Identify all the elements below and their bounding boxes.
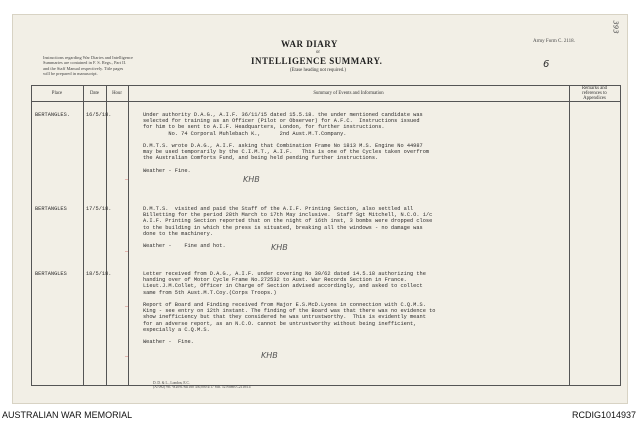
entry-3-initials: KHB <box>261 351 278 360</box>
col-rule-place <box>83 85 84 385</box>
entry-1-margin-tick: – <box>125 177 128 183</box>
entry-3-text: Letter received from D.A.G., A.I.F. under covering No 30/62 dated 14.5.18 authorizing the handing over of Motor Cycle Frame No.272532 to Aust. War Records Section in France. Lieut.J.M.Collet, Officer in Charge of Section advised accordingly, and asked to collect same from 5th Aust.M.T.Coy.(Corps Troops.) Report of Board and Finding received from Major E.S.McD.Lyons in connection with C.Q.M.S. King - see entry on 12th instant. The finding of the Board was that there was no evidence to show inefficiency but that they considered he was untrustworthy. This is evidently meant for an adverse report, as an N.C.O. cannot be untrustworthy without being inefficient, especially a C.Q.M.S. Weather - Fine. <box>143 271 436 346</box>
col-header-hour: Hour <box>112 91 122 96</box>
col-rule-date <box>106 85 107 385</box>
erase-note: (Erase heading not required.) <box>290 68 346 73</box>
entry-1-text: Under authority D.A.G., A.I.F. 36/11/15 dated 15.5.18. the under mentioned candidate was selected for training as an Officer (Pilot or Observer) for A.F.C. Instructions issued for him to be sent to A.I.F. Headquarters, London, for further instructions. No. 74 Corporal Muhlebach K., 2nd Aust.M.T.Company. D.M.T.S. wrote D.A.G., A.I.F. asking that Combination Frame No 1813 M.S. Engine No 44987 may be used temporarily by the C.I.M.T., A.I.F. This is one of the Cycles taken overfrom the Australian Comforts Fund, and being held pending further instructions. Weather - Fine. <box>143 112 430 174</box>
table-bottom-rule <box>31 385 621 386</box>
corner-number: 393 <box>611 20 620 34</box>
entry-2-text: D.M.T.S. visited and paid the Staff of the A.I.F. Printing Section, also settled all Billetting for the period 28th March to 17th May inclusive. Staff Sgt Mitchell, N.C.O. i/c A.I.F. Printing Section reported that on the night of 16th inst, 3 bombs were dropped close to the building in which the press is situated, breaking all the windows - no damage was done to the machinery. Weather - Fine and hot. <box>143 206 433 250</box>
title-war-diary: WAR DIARY <box>281 39 338 49</box>
title-intelligence-summary: INTELLIGENCE SUMMARY. <box>251 56 383 66</box>
entry-2-place: BERTANGLES <box>35 206 67 212</box>
page-number: 6 <box>543 59 550 70</box>
entry-2-initials: KHB <box>271 243 288 252</box>
entry-3-margin-tick: – <box>125 304 128 310</box>
entry-1-initials: KHB <box>243 175 260 184</box>
col-header-place: Place <box>51 91 63 96</box>
printer-note: D. D. & L., London, E.C. (A7092) Wt. W2091/M1160 350,000 4/17 Sch. 52 Forms C2118/14 <box>153 381 251 390</box>
entry-2-date: 17/5/18. <box>86 206 112 212</box>
instructions-note: Instructions regarding War Diaries and Intelligence Summaries are contained in F. S. Regs., Part II. and the Staff Manual respectively. Title pages will be prepared in manuscript. <box>43 55 133 77</box>
entry-2-margin-tick: – <box>125 249 128 255</box>
entry-3-margin-tick-2: – <box>125 354 128 360</box>
col-rule-summary <box>569 85 570 385</box>
title-or: or <box>316 50 320 55</box>
col-rule-left <box>31 85 32 385</box>
entry-3-place: BERTANGLES <box>35 271 67 277</box>
table-top-rule <box>31 85 621 86</box>
col-header-summary: Summary of Events and Information <box>313 91 384 96</box>
col-rule-hour <box>128 85 129 385</box>
footer-record-id: RCDIG1014937 <box>571 410 636 420</box>
diary-sheet <box>12 14 628 404</box>
header-bottom-rule <box>31 101 621 102</box>
footer-archive-name: AUSTRALIAN WAR MEMORIAL <box>2 410 133 420</box>
col-header-date: Date <box>89 91 100 96</box>
entry-1-date: 16/5/18. <box>86 112 112 118</box>
entry-1-place: BERTANGLES. <box>35 112 70 118</box>
col-rule-right <box>620 85 621 385</box>
col-header-remarks: Remarks and references to Appendices <box>581 86 608 101</box>
entry-3-date: 18/5/18. <box>86 271 112 277</box>
army-form-label: Army Form C. 2118. <box>533 39 575 44</box>
